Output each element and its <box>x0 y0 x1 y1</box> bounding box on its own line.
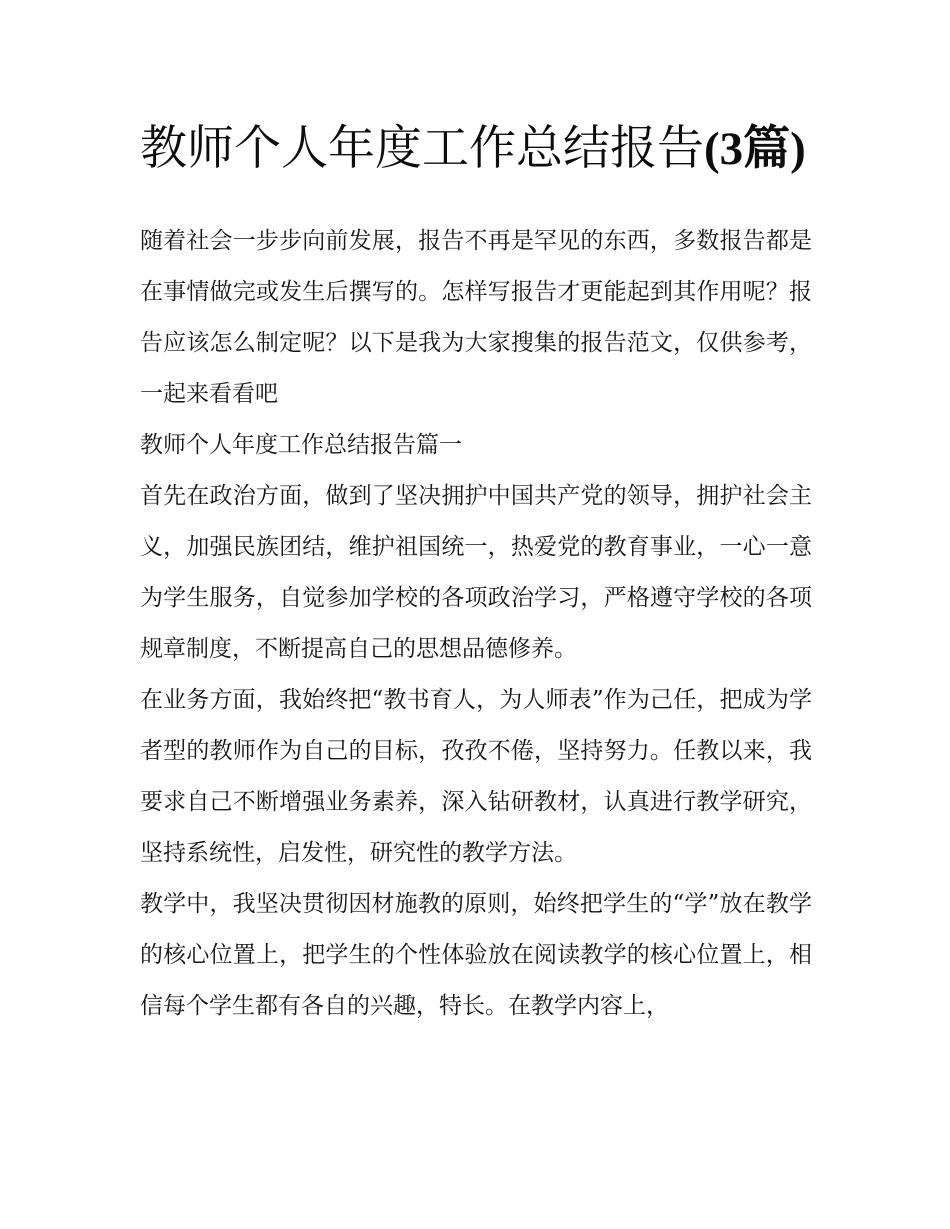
title-main-text: 教师个人年度工作总结报告 <box>140 121 704 176</box>
intro-paragraph: 随着社会一步步向前发展，报告不再是罕见的东西，多数报告都是在事情做完或发生后撰写的。怎样写报告才更能起到其作用呢？报告应该怎么制定呢？以下是我为大家搜集的报告范文，仅供参考，一起来看看吧 <box>140 228 812 407</box>
title-suffix-text: (3篇) <box>704 123 806 175</box>
document-title <box>140 112 812 186</box>
paragraph-professional: 在业务方面，我始终把“教书育人，为人师表”作为己任，把成为学者型的教师作为自己的目标，孜孜不倦，坚持努力。任教以来，我要求自己不断增强业务素养，深入钻研教材，认真进行教学研究，坚持系统性，启发性，研究性的教学方法。 <box>140 687 812 866</box>
document-content <box>140 112 812 1032</box>
section-heading: 教师个人年度工作总结报告篇一 <box>140 432 462 458</box>
paragraph-teaching: 教学中，我坚决贯彻因材施教的原则，始终把学生的“学”放在教学的核心位置上，把学生的个性体验放在阅读教学的核心位置上，相信每个学生都有各自的兴趣，特长。在教学内容上， <box>140 891 812 1019</box>
document-body <box>140 216 812 1032</box>
paragraph-politics: 首先在政治方面，做到了坚决拥护中国共产党的领导，拥护社会主义，加强民族团结，维护祖国统一，热爱党的教育事业，一心一意为学生服务，自觉参加学校的各项政治学习，严格遵守学校的各项规章制度，不断提高自己的思想品德修养。 <box>140 483 812 662</box>
